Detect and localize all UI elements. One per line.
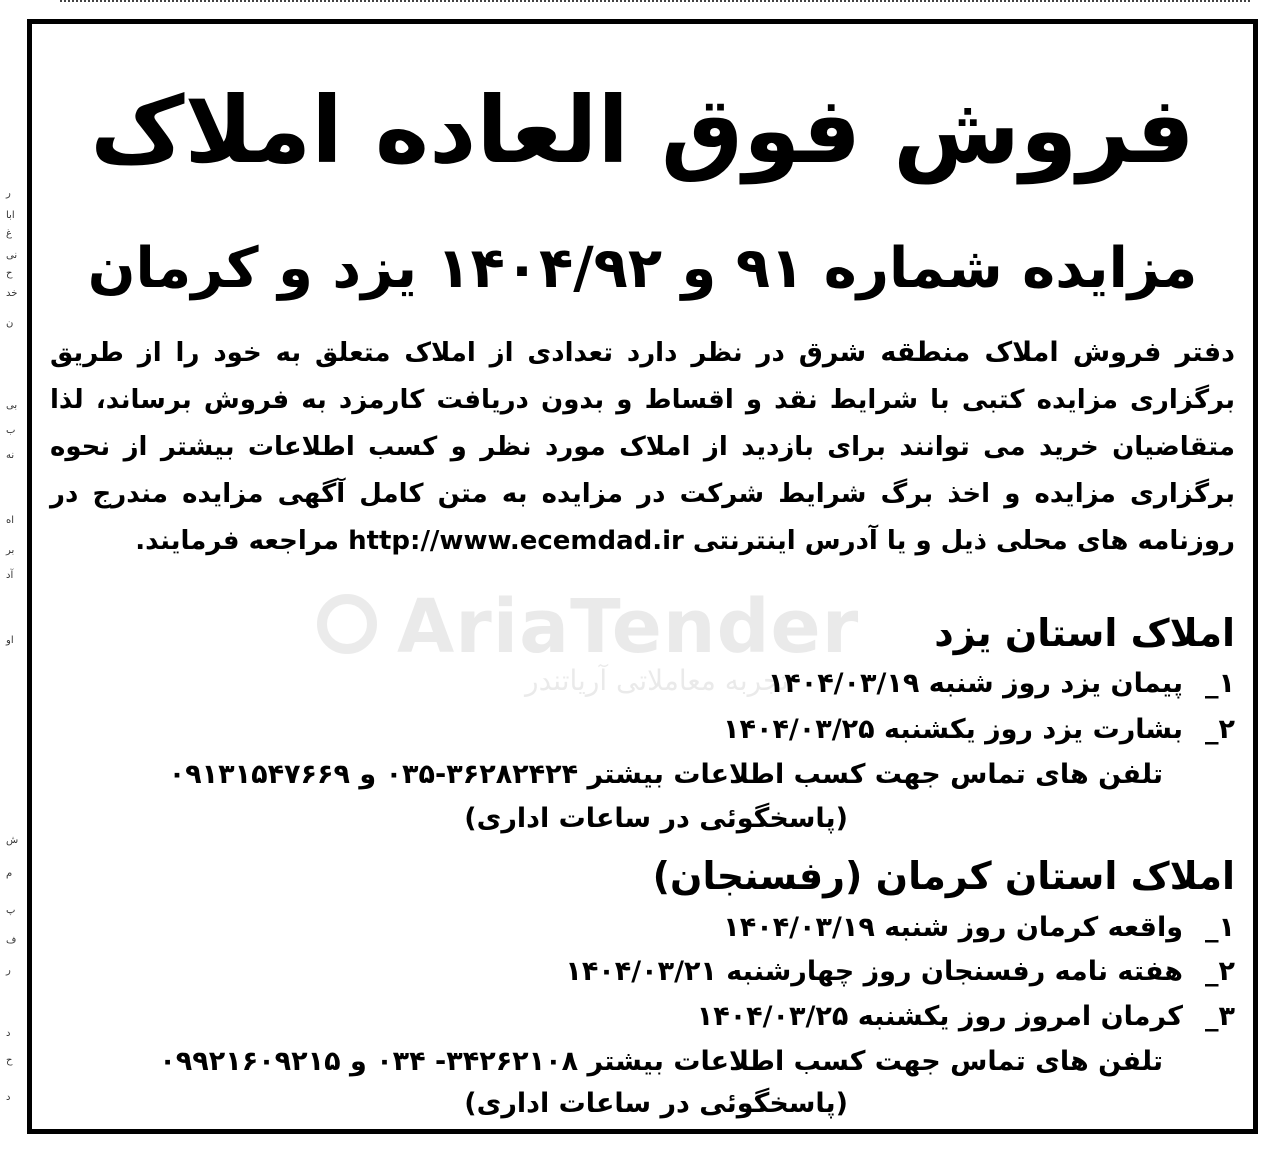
office-name: دفتر فروش املاک منطقه شرق [798, 337, 1235, 368]
item-text: کرمان امروز روز یکشنبه ۱۴۰۴/۰۳/۲۵ [696, 1001, 1183, 1032]
side-char: آد [6, 570, 14, 581]
side-char: پ [6, 905, 16, 916]
side-char: ر [6, 188, 11, 199]
yazd-office-hours: (پاسخگوئی در ساعات اداری) [464, 803, 848, 834]
kerman-section-title: املاک استان کرمان (رفسنجان) [652, 854, 1235, 898]
side-char: ب [6, 425, 16, 436]
ad-title: فروش فوق العاده املاک [90, 77, 1195, 184]
side-char: ف [6, 935, 17, 946]
side-char: بر [6, 545, 15, 556]
page-top-divider [60, 0, 1250, 6]
side-char: د [6, 1092, 11, 1103]
item-number: ۳_ [1205, 1001, 1235, 1032]
item-text: هفته نامه رفسنجان روز چهارشنبه ۱۴۰۴/۰۳/۲۱ [565, 956, 1183, 987]
body-ending: مراجعه فرمایند. [135, 526, 349, 556]
side-char: ابا [6, 210, 15, 221]
item-text: واقعه کرمان روز شنبه ۱۴۰۴/۰۳/۱۹ [723, 912, 1183, 943]
adjacent-column-fragment [0, 0, 22, 1151]
list-item [565, 952, 1235, 992]
side-char: ح [6, 1055, 13, 1066]
side-char: م [6, 868, 13, 879]
list-item [723, 710, 1235, 750]
item-number: ۱_ [1205, 668, 1235, 699]
yazd-contact-phones: تلفن های تماس جهت کسب اطلاعات بیشتر ۳۶۲۸۲۴۲۴-۰۳۵ و ۰۹۱۳۱۵۴۷۶۶۹ [168, 759, 1163, 790]
body-text: در نظر دارد تعدادی از املاک متعلق به خود را از طریق برگزاری مزایده کتبی با شرایط نقد و اقساط و بدون دریافت کارمزد به فروش برساند، لذا متقاضیان خرید می توانند برای بازدید از املاک مورد نظر و کسب اطلاعات بیشتر از نحوه برگزاری مزایده و اخذ برگ شرایط شرکت در مزایده به متن کامل آگهی مزایده مندرج در روزنامه های محلی ذیل و یا آدرس اینترنتی [50, 338, 1235, 556]
side-char: ش [6, 835, 19, 846]
item-text: پیمان یزد روز شنبه ۱۴۰۴/۰۳/۱۹ [767, 668, 1183, 699]
side-char: غ [6, 228, 12, 239]
side-char: خد [6, 288, 18, 299]
side-char: ح [6, 268, 13, 279]
kerman-contact-phones: تلفن های تماس جهت کسب اطلاعات بیشتر ۳۴۲۶۲۱۰۸- ۰۳۴ و ۰۹۹۲۱۶۰۹۲۱۵ [159, 1046, 1163, 1077]
side-char: ن [6, 318, 14, 329]
list-item [723, 908, 1235, 948]
side-char: ر [6, 965, 11, 976]
list-item [768, 664, 1235, 704]
watermark-subtitle: تجربه معاملاتی آریاتندر [525, 664, 789, 697]
side-char: نی [6, 250, 18, 261]
side-char: بی [6, 400, 18, 411]
advertisement-box [27, 19, 1258, 1134]
item-number: ۲_ [1205, 714, 1235, 745]
item-number: ۱_ [1205, 912, 1235, 943]
yazd-section-title: املاک استان یزد [934, 611, 1235, 655]
side-char: د [6, 1028, 11, 1039]
website-link[interactable]: http://www.ecemdad.ir [348, 526, 684, 556]
item-text: بشارت یزد روز یکشنبه ۱۴۰۴/۰۳/۲۵ [723, 714, 1183, 745]
list-item [697, 997, 1235, 1037]
side-char: او [6, 635, 14, 646]
ad-subtitle: مزایده شماره ۹۱ و ۱۴۰۴/۹۲ یزد و کرمان [87, 236, 1198, 301]
side-char: نه [6, 450, 15, 461]
ad-body [50, 329, 1235, 565]
side-char: اه [6, 515, 15, 526]
watermark-brand: AriaTender [397, 584, 860, 670]
item-number: ۲_ [1205, 956, 1235, 987]
kerman-office-hours: (پاسخگوئی در ساعات اداری) [464, 1088, 848, 1119]
watermark-logo-icon [317, 594, 377, 654]
